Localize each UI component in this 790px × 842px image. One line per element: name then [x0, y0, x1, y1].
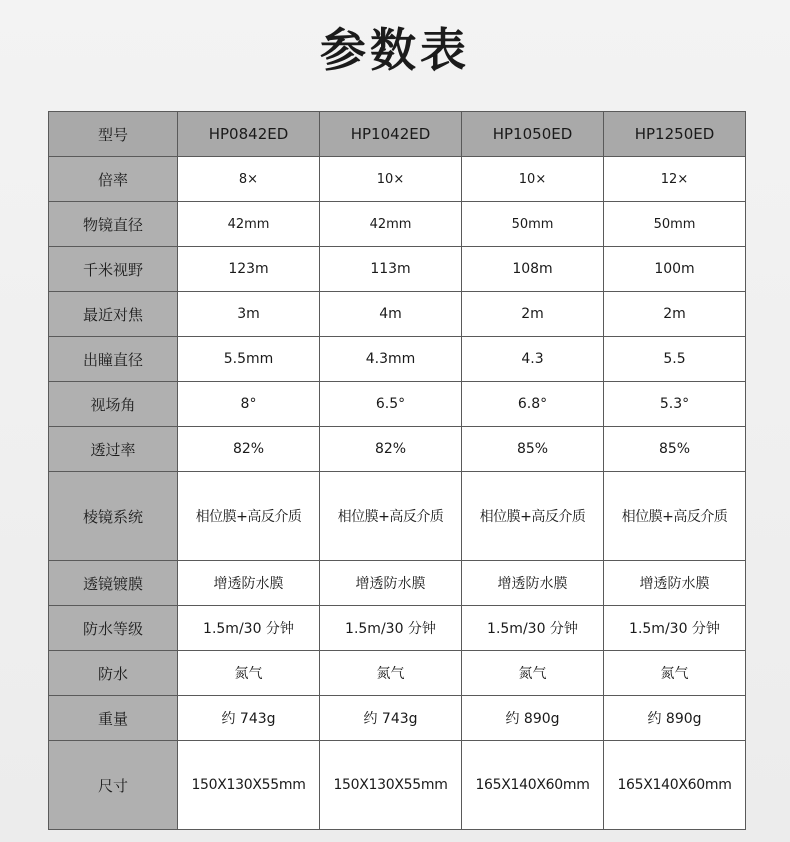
row-value: 约 890g — [604, 696, 746, 741]
row-value: 约 743g — [320, 696, 462, 741]
row-value: 增透防水膜 — [320, 561, 462, 606]
row-value: 5.3° — [604, 382, 746, 427]
row-value: 相位膜+高反介质 — [320, 472, 462, 561]
table-row — [49, 472, 746, 561]
table-row — [49, 427, 746, 472]
row-value: 150X130X55mm — [320, 741, 462, 830]
row-value: 氮气 — [320, 651, 462, 696]
row-label: 透镜镀膜 — [49, 561, 178, 606]
row-value: 相位膜+高反介质 — [604, 472, 746, 561]
row-value: 相位膜+高反介质 — [178, 472, 320, 561]
table-row — [49, 247, 746, 292]
row-value: 82% — [320, 427, 462, 472]
row-value: 1.5m/30 分钟 — [320, 606, 462, 651]
row-value: 8° — [178, 382, 320, 427]
row-value: 6.5° — [320, 382, 462, 427]
table-row — [49, 337, 746, 382]
spec-table — [48, 111, 746, 830]
row-value: 50mm — [462, 202, 604, 247]
row-label: 最近对焦 — [49, 292, 178, 337]
row-label: 防水等级 — [49, 606, 178, 651]
row-value: 100m — [604, 247, 746, 292]
row-value: 165X140X60mm — [462, 741, 604, 830]
model-header: HP1042ED — [320, 112, 462, 157]
row-value: 增透防水膜 — [462, 561, 604, 606]
row-label: 视场角 — [49, 382, 178, 427]
row-value: 2m — [462, 292, 604, 337]
row-value: 42mm — [178, 202, 320, 247]
row-value: 1.5m/30 分钟 — [604, 606, 746, 651]
row-value: 3m — [178, 292, 320, 337]
table-row — [49, 382, 746, 427]
row-value: 108m — [462, 247, 604, 292]
table-header-row — [49, 112, 746, 157]
table-row — [49, 561, 746, 606]
row-value: 氮气 — [178, 651, 320, 696]
row-value: 1.5m/30 分钟 — [462, 606, 604, 651]
row-value: 增透防水膜 — [604, 561, 746, 606]
table-row — [49, 696, 746, 741]
row-value: 约 890g — [462, 696, 604, 741]
row-label: 尺寸 — [49, 741, 178, 830]
row-label: 出瞳直径 — [49, 337, 178, 382]
table-row — [49, 741, 746, 830]
header-label: 型号 — [49, 112, 178, 157]
row-label: 透过率 — [49, 427, 178, 472]
row-value: 4.3 — [462, 337, 604, 382]
row-label: 棱镜系统 — [49, 472, 178, 561]
table-row — [49, 292, 746, 337]
row-label: 千米视野 — [49, 247, 178, 292]
table-row — [49, 202, 746, 247]
model-header: HP1250ED — [604, 112, 746, 157]
row-value: 10× — [462, 157, 604, 202]
row-value: 氮气 — [462, 651, 604, 696]
row-value: 4.3mm — [320, 337, 462, 382]
row-value: 10× — [320, 157, 462, 202]
table-row — [49, 157, 746, 202]
row-value: 123m — [178, 247, 320, 292]
row-value: 150X130X55mm — [178, 741, 320, 830]
row-label: 防水 — [49, 651, 178, 696]
row-value: 2m — [604, 292, 746, 337]
page-title: 参数表 — [320, 23, 470, 77]
row-value: 8× — [178, 157, 320, 202]
row-value: 4m — [320, 292, 462, 337]
row-label: 物镜直径 — [49, 202, 178, 247]
model-header: HP0842ED — [178, 112, 320, 157]
row-value: 相位膜+高反介质 — [462, 472, 604, 561]
row-value: 42mm — [320, 202, 462, 247]
row-label: 倍率 — [49, 157, 178, 202]
table-row — [49, 606, 746, 651]
row-value: 约 743g — [178, 696, 320, 741]
row-value: 50mm — [604, 202, 746, 247]
row-value: 5.5mm — [178, 337, 320, 382]
row-value: 12× — [604, 157, 746, 202]
row-value: 1.5m/30 分钟 — [178, 606, 320, 651]
row-value: 85% — [462, 427, 604, 472]
row-value: 113m — [320, 247, 462, 292]
row-value: 氮气 — [604, 651, 746, 696]
row-value: 85% — [604, 427, 746, 472]
model-header: HP1050ED — [462, 112, 604, 157]
row-value: 82% — [178, 427, 320, 472]
table-row — [49, 651, 746, 696]
row-value: 5.5 — [604, 337, 746, 382]
row-value: 增透防水膜 — [178, 561, 320, 606]
row-label: 重量 — [49, 696, 178, 741]
row-value: 165X140X60mm — [604, 741, 746, 830]
row-value: 6.8° — [462, 382, 604, 427]
